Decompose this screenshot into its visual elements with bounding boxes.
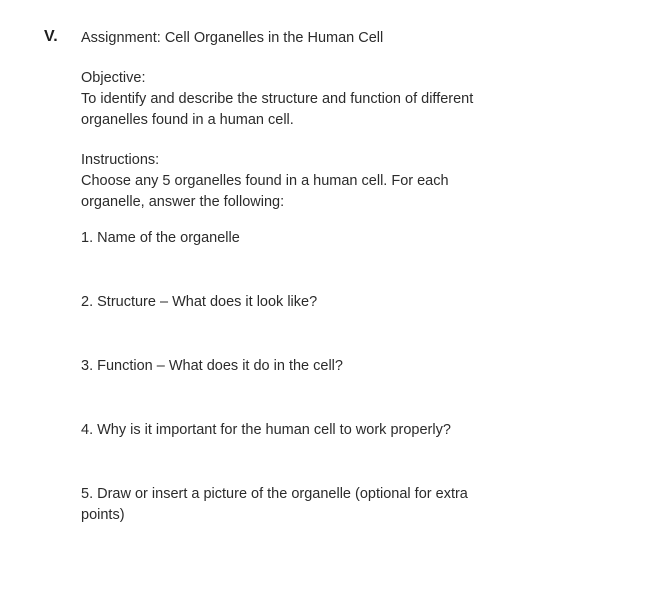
- instructions-section: [81, 150, 621, 213]
- objective-section: [81, 68, 621, 131]
- assignment-content: [81, 28, 621, 526]
- question-list: [81, 228, 621, 526]
- question-item: 5. Draw or insert a picture of the organelle (optional for extra points): [81, 486, 468, 523]
- question-item: 4. Why is it important for the human cell to work properly?: [81, 422, 451, 438]
- question-item: 3. Function – What does it do in the cell?: [81, 358, 343, 374]
- objective-heading: Objective:: [81, 70, 146, 86]
- instructions-heading: Instructions:: [81, 152, 160, 168]
- section-numeral: V.: [44, 28, 58, 45]
- question-item: 2. Structure – What does it look like?: [81, 294, 318, 310]
- question-item: 1. Name of the organelle: [81, 230, 240, 246]
- assignment-title: Assignment: Cell Organelles in the Human Cell: [81, 30, 384, 46]
- instructions-text: Choose any 5 organelles found in a human cell. For each organelle, answer the following:: [81, 173, 449, 210]
- objective-text: To identify and describe the structure and function of different organelles found in a human cell.: [81, 91, 474, 128]
